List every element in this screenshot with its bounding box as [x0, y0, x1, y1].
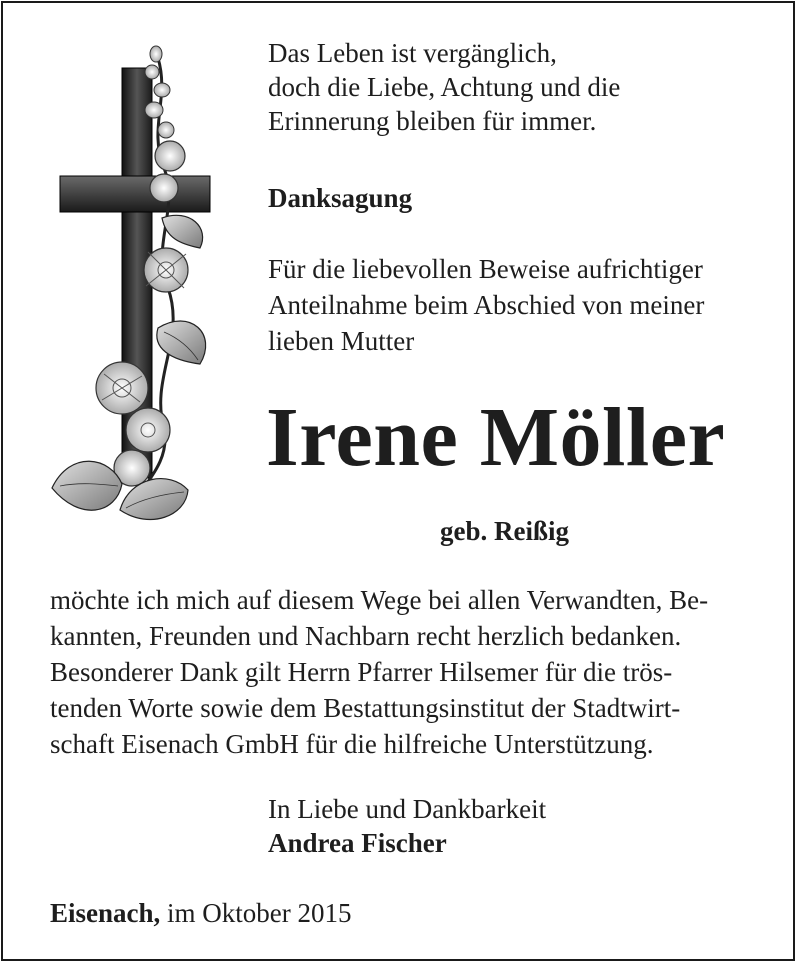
place: Eisenach, [50, 898, 161, 928]
body-line: tenden Worte sowie dem Bestattungsinstitut der Stadtwirt- [50, 693, 681, 723]
birth-name: geb. Reißig [440, 516, 570, 546]
cross-with-morning-glory-icon [40, 38, 220, 538]
opening-quote [268, 36, 620, 138]
place-date [50, 896, 352, 930]
signature: Andrea Fischer [268, 828, 447, 858]
body-line: Besonderer Dank gilt Herrn Pfarrer Hilsemer für die trös- [50, 657, 673, 687]
closing-block [268, 792, 546, 860]
intro-line: lieben Mutter [268, 326, 415, 356]
body-line: möchte ich mich auf diesem Wege bei allen Verwandten, Be- [50, 585, 709, 615]
intro-text [268, 251, 704, 359]
quote-line: Das Leben ist vergänglich, [268, 38, 557, 68]
closing-phrase: In Liebe und Dankbarkeit [268, 794, 547, 824]
body-line: kannten, Freunden und Nachbarn recht herzlich bedanken. [50, 621, 682, 651]
body-line: schaft Eisenach GmbH für die hilfreiche Unterstützung. [50, 729, 654, 759]
intro-line: Anteilnahme beim Abschied von meiner [268, 290, 705, 320]
thanks-body [50, 582, 708, 762]
notice-heading: Danksagung [268, 183, 413, 213]
deceased-name: Irene Möller [266, 391, 726, 484]
intro-line: Für die liebevollen Beweise aufrichtiger [268, 254, 703, 284]
quote-line: doch die Liebe, Achtung und die [268, 72, 621, 102]
date: im Oktober 2015 [167, 898, 352, 928]
quote-line: Erinnerung bleiben für immer. [268, 106, 597, 136]
